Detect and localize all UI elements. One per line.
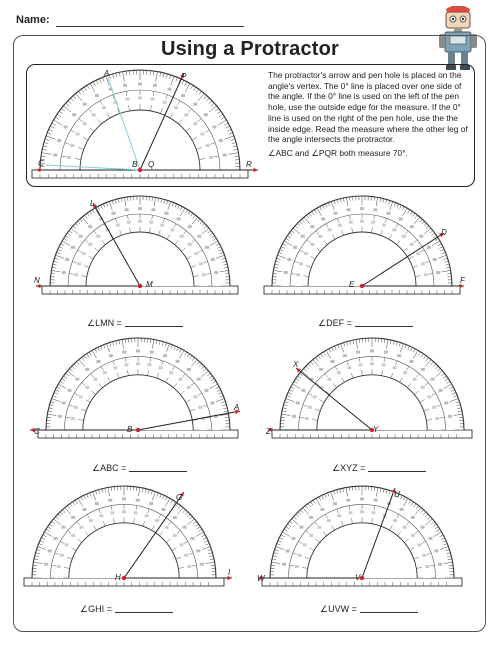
vertex-dot	[360, 576, 364, 580]
problem-5-answer-blank[interactable]	[115, 603, 173, 613]
problem-3-label-c: C	[34, 427, 40, 436]
vertex-dot	[122, 576, 126, 580]
problem-3-protractor	[30, 338, 240, 438]
problem-4-protractor	[265, 338, 472, 438]
problem-3-answer-blank[interactable]	[129, 462, 187, 472]
problem-6-label-u: U	[394, 490, 400, 499]
vertex-dot	[136, 428, 140, 432]
problem-4-label-y: Y	[373, 425, 379, 434]
problem-5-label-i: I	[228, 568, 231, 577]
vertex-dot	[138, 168, 142, 172]
example-label-q: Q	[148, 160, 155, 169]
problem-2-protractor	[264, 196, 466, 294]
problem-6-angle: ∠UVW =	[320, 604, 357, 614]
problem-1-label-l: L	[90, 199, 95, 208]
problem-1-label-n: N	[34, 276, 40, 285]
page-title: Using a Protractor	[160, 38, 340, 60]
problem-3-label-a: A	[234, 403, 240, 412]
problem-3-label-b: B	[127, 425, 133, 434]
example-protractor	[32, 69, 258, 178]
example-label-b: B	[132, 160, 138, 169]
problem-3-label	[92, 462, 187, 474]
name-label: Name:	[16, 14, 50, 26]
problem-5-label-h: H	[115, 573, 121, 582]
problem-1-protractor	[34, 196, 238, 294]
problem-4-label-x: X	[293, 360, 299, 369]
problem-5-angle: ∠GHI =	[80, 604, 112, 614]
problem-5-label	[80, 603, 173, 615]
example-label-c: C	[38, 159, 44, 168]
problem-5-protractor	[24, 486, 232, 586]
problem-6-label-w: W	[257, 574, 265, 583]
problem-2-label-d: D	[441, 228, 447, 237]
problem-1-label	[87, 317, 183, 329]
problem-6-label-v: V	[355, 573, 361, 582]
problem-2-label	[318, 317, 413, 329]
vertex-dot	[360, 284, 364, 288]
example-label-a: A	[104, 69, 110, 78]
problem-3-angle: ∠ABC =	[92, 463, 127, 473]
problem-6-protractor	[257, 486, 462, 586]
vertex-dot	[138, 284, 142, 288]
problem-2-answer-blank[interactable]	[355, 317, 413, 327]
problem-4-label	[332, 462, 426, 474]
problem-4-angle: ∠XYZ =	[332, 463, 366, 473]
problem-2-label-e: E	[349, 280, 355, 289]
problem-1-angle: ∠LMN =	[87, 318, 122, 328]
problem-6-label	[320, 603, 418, 615]
problem-4-answer-blank[interactable]	[368, 462, 426, 472]
problem-2-label-f: F	[460, 276, 465, 285]
problem-5-label-g: G	[176, 493, 183, 502]
instructions-paragraph: The protractor's arrow and pen hole is placed on the angle's vertex. The 0° line is placed over one side of the angle. If the 0° line is used on the left of the pen hole, use the outside edge for the measure. If the 0° line is used on the right of the pen hole, use the the inside edge. Read the measure where the other leg of the angle intersects the protractor.	[268, 70, 468, 145]
problem-2-angle: ∠DEF =	[318, 318, 352, 328]
problem-6-answer-blank[interactable]	[360, 603, 418, 613]
problem-4-label-z: Z	[266, 427, 271, 436]
example-note: ∠ABC and ∠PQR both measure 70°.	[268, 147, 408, 158]
example-label-p: P	[181, 72, 187, 81]
example-label-r: R	[246, 160, 252, 169]
problem-1-label-m: M	[146, 280, 153, 289]
problem-1-answer-blank[interactable]	[125, 317, 183, 327]
